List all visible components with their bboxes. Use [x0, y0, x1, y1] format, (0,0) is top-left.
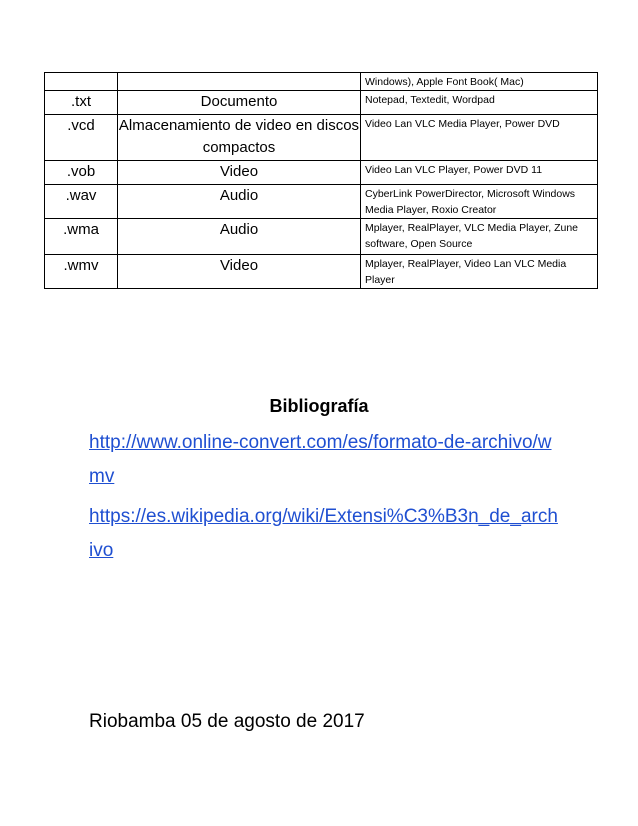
- table-row: [45, 185, 598, 219]
- extension-cell: .wav: [45, 185, 118, 219]
- extension-cell: .txt: [45, 91, 118, 115]
- bibliography-link-wikipedia[interactable]: https://es.wikipedia.org/wiki/Extensi%C3%B3n_de_archivo: [89, 506, 558, 561]
- table-row: [45, 73, 598, 91]
- table-row: [45, 161, 598, 185]
- table-row: [45, 255, 598, 289]
- type-cell: Audio: [118, 185, 361, 219]
- software-cell: Mplayer, RealPlayer, VLC Media Player, Zune software, Open Source: [361, 219, 598, 255]
- software-cell: Windows), Apple Font Book( Mac): [361, 73, 598, 91]
- extension-cell: .vcd: [45, 115, 118, 161]
- file-formats-table: [44, 72, 598, 289]
- software-cell: Video Lan VLC Player, Power DVD 11: [361, 161, 598, 185]
- table-row: [45, 115, 598, 161]
- extension-cell: .wmv: [45, 255, 118, 289]
- type-cell: Video: [118, 255, 361, 289]
- software-cell: Mplayer, RealPlayer, Video Lan VLC Media Player: [361, 255, 598, 289]
- type-cell: Almacenamiento de video en discos compactos: [118, 115, 361, 161]
- type-cell: Documento: [118, 91, 361, 115]
- date-line: Riobamba 05 de agosto de 2017: [89, 711, 365, 732]
- bibliography-heading: Bibliografía: [269, 396, 369, 416]
- extension-cell: .vob: [45, 161, 118, 185]
- software-cell: Notepad, Textedit, Wordpad: [361, 91, 598, 115]
- type-cell: [118, 73, 361, 91]
- software-cell: Video Lan VLC Media Player, Power DVD: [361, 115, 598, 161]
- extension-cell: [45, 73, 118, 91]
- table-row: [45, 219, 598, 255]
- table-row: [45, 91, 598, 115]
- bibliography-link-online-convert[interactable]: http://www.online-convert.com/es/formato-de-archivo/wmv: [89, 432, 552, 487]
- software-cell: CyberLink PowerDirector, Microsoft Windows Media Player, Roxio Creator: [361, 185, 598, 219]
- extension-cell: .wma: [45, 219, 118, 255]
- type-cell: Video: [118, 161, 361, 185]
- type-cell: Audio: [118, 219, 361, 255]
